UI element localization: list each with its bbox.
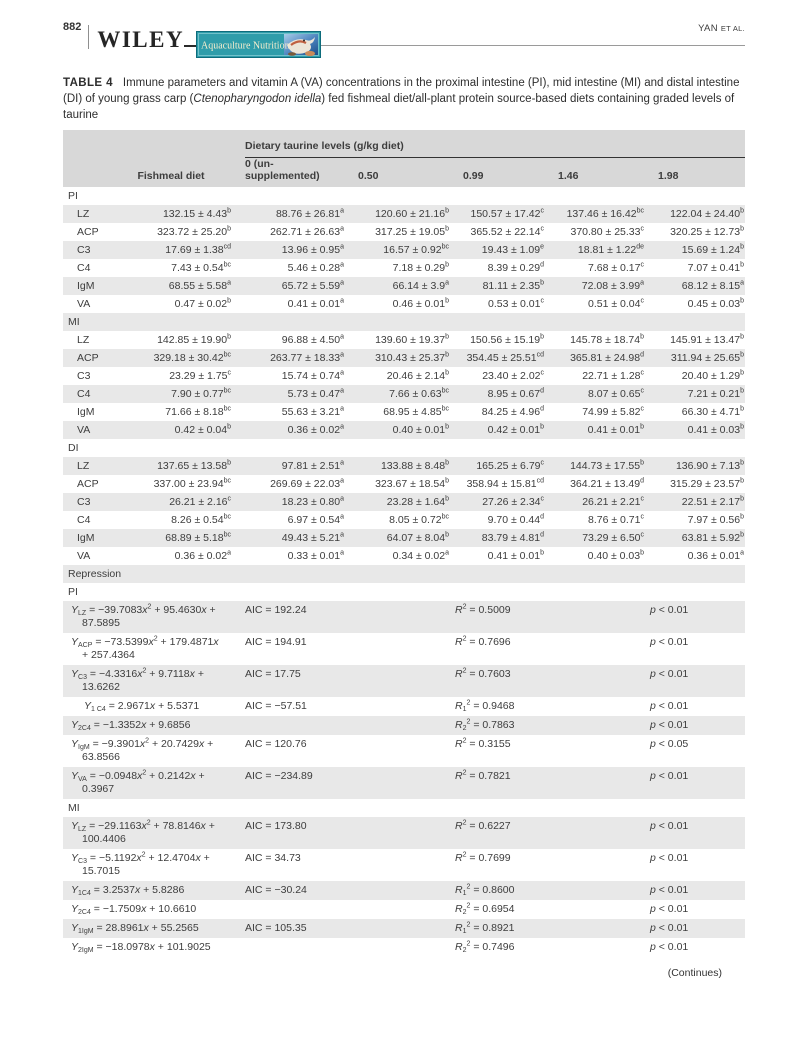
- row-label: C4: [77, 514, 91, 526]
- value-cell: 18.23 ± 0.80$^a$: [281, 495, 344, 508]
- value-cell: 317.25 ± 19.05$^b$: [375, 225, 449, 238]
- aic-cell: AIC = −57.51: [245, 700, 307, 712]
- column-header-099: 0.99: [450, 158, 545, 187]
- group-header-spacer: [63, 130, 232, 158]
- p-value-cell: p < 0.01: [650, 941, 689, 953]
- row-label: IgM: [77, 280, 95, 292]
- value-cell: 88.76 ± 26.81$^a$: [275, 207, 344, 220]
- regression-row: [63, 849, 745, 881]
- aic-cell: [232, 900, 450, 919]
- value-cell: 0.41 ± 0.01$^a$: [287, 297, 344, 310]
- value-cell: 9.70 ± 0.44$^d$: [487, 513, 544, 526]
- table-caption: [63, 75, 745, 123]
- value-cell: 310.43 ± 25.37$^b$: [375, 351, 449, 364]
- value-cell: 358.94 ± 15.81$^{cd}$: [466, 477, 544, 490]
- section-row: [63, 187, 745, 205]
- value-cell: 8.05 ± 0.72$^{bc}$: [389, 513, 449, 526]
- regression-row: [63, 938, 745, 957]
- caption-text-after: ) fed fishmeal diet/all-plant protein source-based diets containing graded levels of taurine: [63, 93, 735, 121]
- table-row: [63, 511, 745, 529]
- value-cell: 262.71 ± 26.63$^a$: [270, 225, 344, 238]
- value-cell: 165.25 ± 6.79$^c$: [476, 459, 544, 472]
- publisher-logo: WILEY: [97, 27, 185, 52]
- regression-row: [63, 665, 745, 697]
- column-header-fishmeal: Fishmeal diet: [110, 158, 232, 187]
- value-cell: 0.42 ± 0.04$^b$: [174, 423, 231, 436]
- table-row: [63, 331, 745, 349]
- value-cell: 323.72 ± 25.20$^b$: [157, 225, 231, 238]
- value-cell: 19.43 ± 1.09$^e$: [481, 243, 544, 256]
- value-cell: 97.81 ± 2.51$^a$: [281, 459, 344, 472]
- value-cell: 68.89 ± 5.18$^{bc}$: [165, 531, 231, 544]
- table-row: [63, 385, 745, 403]
- regression-row: [63, 735, 745, 767]
- value-cell: 145.91 ± 13.47$^b$: [670, 333, 744, 346]
- r-squared-cell: $R_1^2 = 0.8600$: [455, 883, 515, 897]
- r-squared-cell: $R^2 = 0.7603$: [455, 667, 511, 680]
- table-row: [63, 277, 745, 295]
- value-cell: 0.33 ± 0.01$^a$: [287, 549, 344, 562]
- section-row: [63, 439, 745, 457]
- section-label: MI: [68, 802, 80, 814]
- row-label: ACP: [77, 478, 99, 490]
- regression-row: [63, 919, 745, 938]
- table-row: [63, 295, 745, 313]
- equation-cell: $Y_{1C4} = 3.2537x + 5.8286$: [71, 884, 185, 897]
- row-label: C3: [77, 244, 91, 256]
- group-header-cell: [232, 130, 745, 158]
- caption-text-before: Immune parameters and vitamin A (VA) concentrations in the proximal intestine (PI), mid intestine (MI) and distal intestine (DI) of young grass carp (: [63, 77, 740, 105]
- running-head-etal: ET AL.: [720, 24, 745, 33]
- column-header-198: 1.98: [645, 158, 745, 187]
- row-label: LZ: [77, 208, 90, 220]
- value-cell: 63.81 ± 5.92$^b$: [681, 531, 744, 544]
- r-squared-cell: $R^2 = 0.7696$: [455, 635, 511, 648]
- value-cell: 7.07 ± 0.41$^b$: [687, 261, 744, 274]
- r-squared-cell: $R^2 = 0.7821$: [455, 769, 511, 782]
- section-label: PI: [68, 586, 78, 598]
- aic-cell: AIC = 192.24: [245, 604, 307, 616]
- value-cell: 7.18 ± 0.29$^b$: [392, 261, 449, 274]
- regression-label-row: [63, 565, 745, 583]
- section-label: DI: [68, 442, 79, 454]
- column-header-row: [63, 158, 745, 187]
- value-cell: 0.36 ± 0.02$^a$: [174, 549, 231, 562]
- value-cell: 364.21 ± 13.49$^d$: [570, 477, 644, 490]
- value-cell: 15.74 ± 0.74$^a$: [281, 369, 344, 382]
- table-row: [63, 547, 745, 565]
- value-cell: 64.07 ± 8.04$^b$: [386, 531, 449, 544]
- row-label: C4: [77, 262, 91, 274]
- value-cell: 16.57 ± 0.92$^{bc}$: [383, 243, 449, 256]
- value-cell: 5.46 ± 0.28$^a$: [287, 261, 344, 274]
- equation-cell: $Y_{2C4} = -1.7509x + 10.6610$: [71, 903, 197, 916]
- value-cell: 26.21 ± 2.16$^c$: [169, 495, 231, 508]
- r-squared-cell: $R^2 = 0.5009$: [455, 603, 511, 616]
- value-cell: 139.60 ± 19.37$^b$: [375, 333, 449, 346]
- value-cell: 150.56 ± 15.19$^b$: [470, 333, 544, 346]
- value-cell: 0.46 ± 0.01$^b$: [392, 297, 449, 310]
- regression-row: [63, 697, 745, 716]
- value-cell: 132.15 ± 4.43$^b$: [162, 207, 231, 220]
- value-cell: 6.97 ± 0.54$^a$: [287, 513, 344, 526]
- value-cell: 7.97 ± 0.56$^b$: [687, 513, 744, 526]
- table-row: [63, 457, 745, 475]
- value-cell: 27.26 ± 2.34$^c$: [482, 495, 544, 508]
- p-value-cell: p < 0.01: [650, 770, 689, 782]
- value-cell: 320.25 ± 12.73$^b$: [670, 225, 744, 238]
- row-label: C4: [77, 388, 91, 400]
- regression-row: [63, 767, 745, 799]
- p-value-cell: p < 0.01: [650, 852, 689, 864]
- r-squared-cell: $R^2 = 0.6227$: [455, 819, 511, 832]
- header-divider: [88, 25, 89, 49]
- value-cell: 22.71 ± 1.28$^c$: [582, 369, 644, 382]
- value-cell: 337.00 ± 23.94$^{bc}$: [153, 477, 231, 490]
- regression-row: [63, 817, 745, 849]
- value-cell: 133.88 ± 8.48$^b$: [380, 459, 449, 472]
- regression-row: [63, 633, 745, 665]
- running-head: [698, 23, 745, 34]
- value-cell: 55.63 ± 3.21$^a$: [281, 405, 344, 418]
- value-cell: 354.45 ± 25.51$^{cd}$: [466, 351, 544, 364]
- value-cell: 83.79 ± 4.81$^d$: [481, 531, 544, 544]
- equation-cell: $Y_{LZ} = -39.7083x^2 + 95.4630x + 87.5895$: [71, 603, 216, 629]
- value-cell: 142.85 ± 19.90$^b$: [157, 333, 231, 346]
- logo-dash: [184, 45, 196, 47]
- p-value-cell: p < 0.01: [650, 604, 689, 616]
- section-label: Repression: [68, 568, 122, 580]
- table-row: [63, 421, 745, 439]
- value-cell: 17.69 ± 1.38$^{cd}$: [165, 243, 231, 256]
- value-cell: 5.73 ± 0.47$^a$: [287, 387, 344, 400]
- value-cell: 26.21 ± 2.21$^c$: [582, 495, 644, 508]
- regression-row: [63, 900, 745, 919]
- value-cell: 0.51 ± 0.04$^c$: [588, 297, 644, 310]
- value-cell: 49.43 ± 5.21$^a$: [281, 531, 344, 544]
- p-value-cell: p < 0.05: [650, 738, 689, 750]
- value-cell: 18.81 ± 1.22de: [577, 243, 644, 256]
- value-cell: 73.29 ± 6.50$^c$: [582, 531, 644, 544]
- column-header-0: 0 (un-supplemented): [232, 158, 345, 187]
- value-cell: 0.41 ± 0.03$^b$: [687, 423, 744, 436]
- row-label: VA: [77, 424, 91, 436]
- aic-cell: AIC = 34.73: [245, 852, 301, 864]
- table-body: [63, 187, 745, 957]
- r-squared-cell: $R^2 = 0.3155$: [455, 737, 511, 750]
- table-head: [63, 130, 745, 187]
- value-cell: 0.36 ± 0.01$^a$: [687, 549, 744, 562]
- row-label: C3: [77, 496, 91, 508]
- section-row: [63, 313, 745, 331]
- value-cell: 137.65 ± 13.58$^b$: [157, 459, 231, 472]
- value-cell: 0.41 ± 0.01$^b$: [487, 549, 544, 562]
- value-cell: 7.68 ± 0.17$^c$: [588, 261, 644, 274]
- value-cell: 8.95 ± 0.67$^d$: [487, 387, 544, 400]
- row-label: VA: [77, 550, 91, 562]
- group-header-text: Dietary taurine levels (g/kg diet): [245, 140, 745, 158]
- data-table: [63, 130, 745, 957]
- p-value-cell: p < 0.01: [650, 719, 689, 731]
- value-cell: 68.12 ± 8.15$^a$: [681, 279, 744, 292]
- value-cell: 23.28 ± 1.64$^b$: [386, 495, 449, 508]
- value-cell: 20.40 ± 1.29$^b$: [681, 369, 744, 382]
- row-label: LZ: [77, 334, 90, 346]
- value-cell: 20.46 ± 2.14$^b$: [386, 369, 449, 382]
- section-label: PI: [68, 190, 78, 202]
- aic-cell: AIC = 194.91: [245, 636, 307, 648]
- journal-name: Aquaculture Nutrition: [201, 40, 290, 52]
- header-rule: [321, 45, 745, 46]
- value-cell: 269.69 ± 22.03$^a$: [270, 477, 344, 490]
- value-cell: 315.29 ± 23.57$^b$: [670, 477, 744, 490]
- value-cell: 150.57 ± 17.42$^c$: [470, 207, 544, 220]
- value-cell: 145.78 ± 18.74$^b$: [570, 333, 644, 346]
- aic-cell: AIC = −30.24: [245, 884, 307, 896]
- value-cell: 329.18 ± 30.42$^{bc}$: [153, 351, 231, 364]
- value-cell: 23.40 ± 2.02$^c$: [482, 369, 544, 382]
- value-cell: 137.46 ± 16.42$^{bc}$: [566, 207, 644, 220]
- value-cell: 0.40 ± 0.03$^b$: [587, 549, 644, 562]
- value-cell: 122.04 ± 24.40$^b$: [670, 207, 744, 220]
- value-cell: 65.72 ± 5.59$^a$: [281, 279, 344, 292]
- value-cell: 323.67 ± 18.54$^b$: [375, 477, 449, 490]
- r-squared-cell: $R_2^2 = 0.6954$: [455, 902, 515, 916]
- value-cell: 136.90 ± 7.13$^b$: [675, 459, 744, 472]
- table-caption-label: TABLE 4: [63, 77, 113, 89]
- value-cell: 7.43 ± 0.54$^{bc}$: [171, 261, 231, 274]
- aic-cell: AIC = 17.75: [245, 668, 301, 680]
- value-cell: 72.08 ± 3.99$^a$: [581, 279, 644, 292]
- value-cell: 71.66 ± 8.18$^{bc}$: [165, 405, 231, 418]
- p-value-cell: p < 0.01: [650, 903, 689, 915]
- value-cell: 365.52 ± 22.14$^c$: [470, 225, 544, 238]
- value-cell: 68.95 ± 4.85$^{bc}$: [383, 405, 449, 418]
- value-cell: 120.60 ± 21.16$^b$: [375, 207, 449, 220]
- value-cell: 7.90 ± 0.77$^{bc}$: [171, 387, 231, 400]
- equation-cell: $Y_{LZ} = -29.1163x^2 + 78.8146x + 100.4406$: [71, 819, 215, 845]
- value-cell: 263.77 ± 18.33$^a$: [270, 351, 344, 364]
- table-row: [63, 349, 745, 367]
- table-row: [63, 241, 745, 259]
- section-label: MI: [68, 316, 80, 328]
- row-label: ACP: [77, 352, 99, 364]
- p-value-cell: p < 0.01: [650, 668, 689, 680]
- journal-banner: [196, 31, 321, 58]
- value-cell: 0.34 ± 0.02$^a$: [392, 549, 449, 562]
- page-number: 882: [63, 21, 82, 33]
- row-label: LZ: [77, 460, 90, 472]
- r-squared-cell: $R_1^2 = 0.8921$: [455, 921, 515, 935]
- table-row: [63, 223, 745, 241]
- group-header-row: [63, 130, 745, 158]
- equation-cell: $Y_{VA} = -0.0948x^2 + 0.2142x + 0.3967$: [71, 769, 205, 795]
- table-row: [63, 493, 745, 511]
- column-header-146: 1.46: [545, 158, 645, 187]
- p-value-cell: p < 0.01: [650, 922, 689, 934]
- value-cell: 7.66 ± 0.63$^{bc}$: [389, 387, 449, 400]
- value-cell: 0.41 ± 0.01$^b$: [587, 423, 644, 436]
- p-value-cell: p < 0.01: [650, 820, 689, 832]
- value-cell: 66.30 ± 4.71$^b$: [681, 405, 744, 418]
- p-value-cell: p < 0.01: [650, 636, 689, 648]
- aic-cell: AIC = 105.35: [245, 922, 307, 934]
- value-cell: 23.29 ± 1.75$^c$: [169, 369, 231, 382]
- value-cell: 8.39 ± 0.29$^d$: [487, 261, 544, 274]
- caption-species-italic: Ctenopharyngodon idella: [193, 93, 322, 105]
- value-cell: 0.36 ± 0.02$^a$: [287, 423, 344, 436]
- value-cell: 0.40 ± 0.01$^b$: [392, 423, 449, 436]
- aic-cell: AIC = −234.89: [245, 770, 313, 782]
- value-cell: 74.99 ± 5.82$^c$: [582, 405, 644, 418]
- value-cell: 96.88 ± 4.50$^a$: [281, 333, 344, 346]
- aic-cell: [232, 716, 450, 735]
- r-squared-cell: $R^2 = 0.7699$: [455, 851, 511, 864]
- equation-cell: $Y_{ACP} = -73.5399x^2 + 179.4871x + 257.4364$: [71, 635, 219, 661]
- value-cell: 15.69 ± 1.24$^b$: [681, 243, 744, 256]
- column-header-050: 0.50: [345, 158, 450, 187]
- value-cell: 144.73 ± 17.55$^b$: [570, 459, 644, 472]
- value-cell: 0.47 ± 0.02$^b$: [174, 297, 231, 310]
- aic-cell: AIC = 173.80: [245, 820, 307, 832]
- table-row: [63, 205, 745, 223]
- value-cell: 13.96 ± 0.95$^a$: [281, 243, 344, 256]
- table-row: [63, 403, 745, 421]
- p-value-cell: p < 0.01: [650, 884, 689, 896]
- value-cell: 66.14 ± 3.9$^a$: [392, 279, 449, 292]
- equation-cell: $Y_{C3} = -5.1192x^2 + 12.4704x + 15.7015$: [71, 851, 210, 877]
- r-squared-cell: $R_2^2 = 0.7496$: [455, 940, 515, 954]
- value-cell: 84.25 ± 4.96$^d$: [481, 405, 544, 418]
- regression-section-row: [63, 583, 745, 601]
- regression-row: [63, 881, 745, 900]
- value-cell: 68.55 ± 5.58$^a$: [168, 279, 231, 292]
- regression-section-row: [63, 799, 745, 817]
- table-row: [63, 529, 745, 547]
- equation-cell: $Y_{1 C4} = 2.9671x + 5.5371$: [84, 700, 200, 713]
- table-row: [63, 259, 745, 277]
- running-head-authors: YAN: [698, 23, 718, 34]
- value-cell: 8.76 ± 0.71$^c$: [588, 513, 644, 526]
- equation-cell: $Y_{IgM} = -9.3901x^2 + 20.7429x + 63.8566$: [71, 737, 214, 763]
- table-row: [63, 475, 745, 493]
- row-label: IgM: [77, 406, 95, 418]
- row-label: C3: [77, 370, 91, 382]
- value-cell: 81.11 ± 2.35$^b$: [482, 279, 544, 292]
- value-cell: 8.26 ± 0.54$^{bc}$: [171, 513, 231, 526]
- value-cell: 311.94 ± 25.65$^b$: [670, 351, 744, 364]
- r-squared-cell: $R_2^2 = 0.7863$: [455, 718, 515, 732]
- equation-cell: $Y_{C3} = -4.3316x^2 + 9.7118x + 13.6262$: [71, 667, 204, 693]
- continues-note: (Continues): [667, 967, 722, 979]
- r-squared-cell: $R_1^2 = 0.9468$: [455, 699, 515, 713]
- regression-row: [63, 601, 745, 633]
- value-cell: 370.80 ± 25.33$^c$: [570, 225, 644, 238]
- row-label: IgM: [77, 532, 95, 544]
- value-cell: 22.51 ± 2.17$^b$: [681, 495, 744, 508]
- value-cell: 365.81 ± 24.98$^d$: [570, 351, 644, 364]
- column-header-empty: [63, 158, 110, 187]
- aic-cell: [232, 938, 450, 957]
- equation-cell: $Y_{2C4} = -1.3352x + 9.6856$: [71, 719, 191, 732]
- p-value-cell: p < 0.01: [650, 700, 689, 712]
- value-cell: 0.45 ± 0.03$^b$: [687, 297, 744, 310]
- equation-cell: $Y_{1IgM} = 28.8961x + 55.2565$: [71, 922, 199, 935]
- row-label: ACP: [77, 226, 99, 238]
- value-cell: 0.42 ± 0.01$^b$: [487, 423, 544, 436]
- table-row: [63, 367, 745, 385]
- row-label: VA: [77, 298, 91, 310]
- equation-cell: $Y_{2IgM} = -18.0978x + 101.9025$: [71, 941, 211, 954]
- page-header: [63, 20, 745, 66]
- value-cell: 7.21 ± 0.21$^b$: [687, 387, 744, 400]
- value-cell: 8.07 ± 0.65$^c$: [588, 387, 644, 400]
- value-cell: 0.53 ± 0.01$^c$: [488, 297, 544, 310]
- aic-cell: AIC = 120.76: [245, 738, 307, 750]
- regression-row: [63, 716, 745, 735]
